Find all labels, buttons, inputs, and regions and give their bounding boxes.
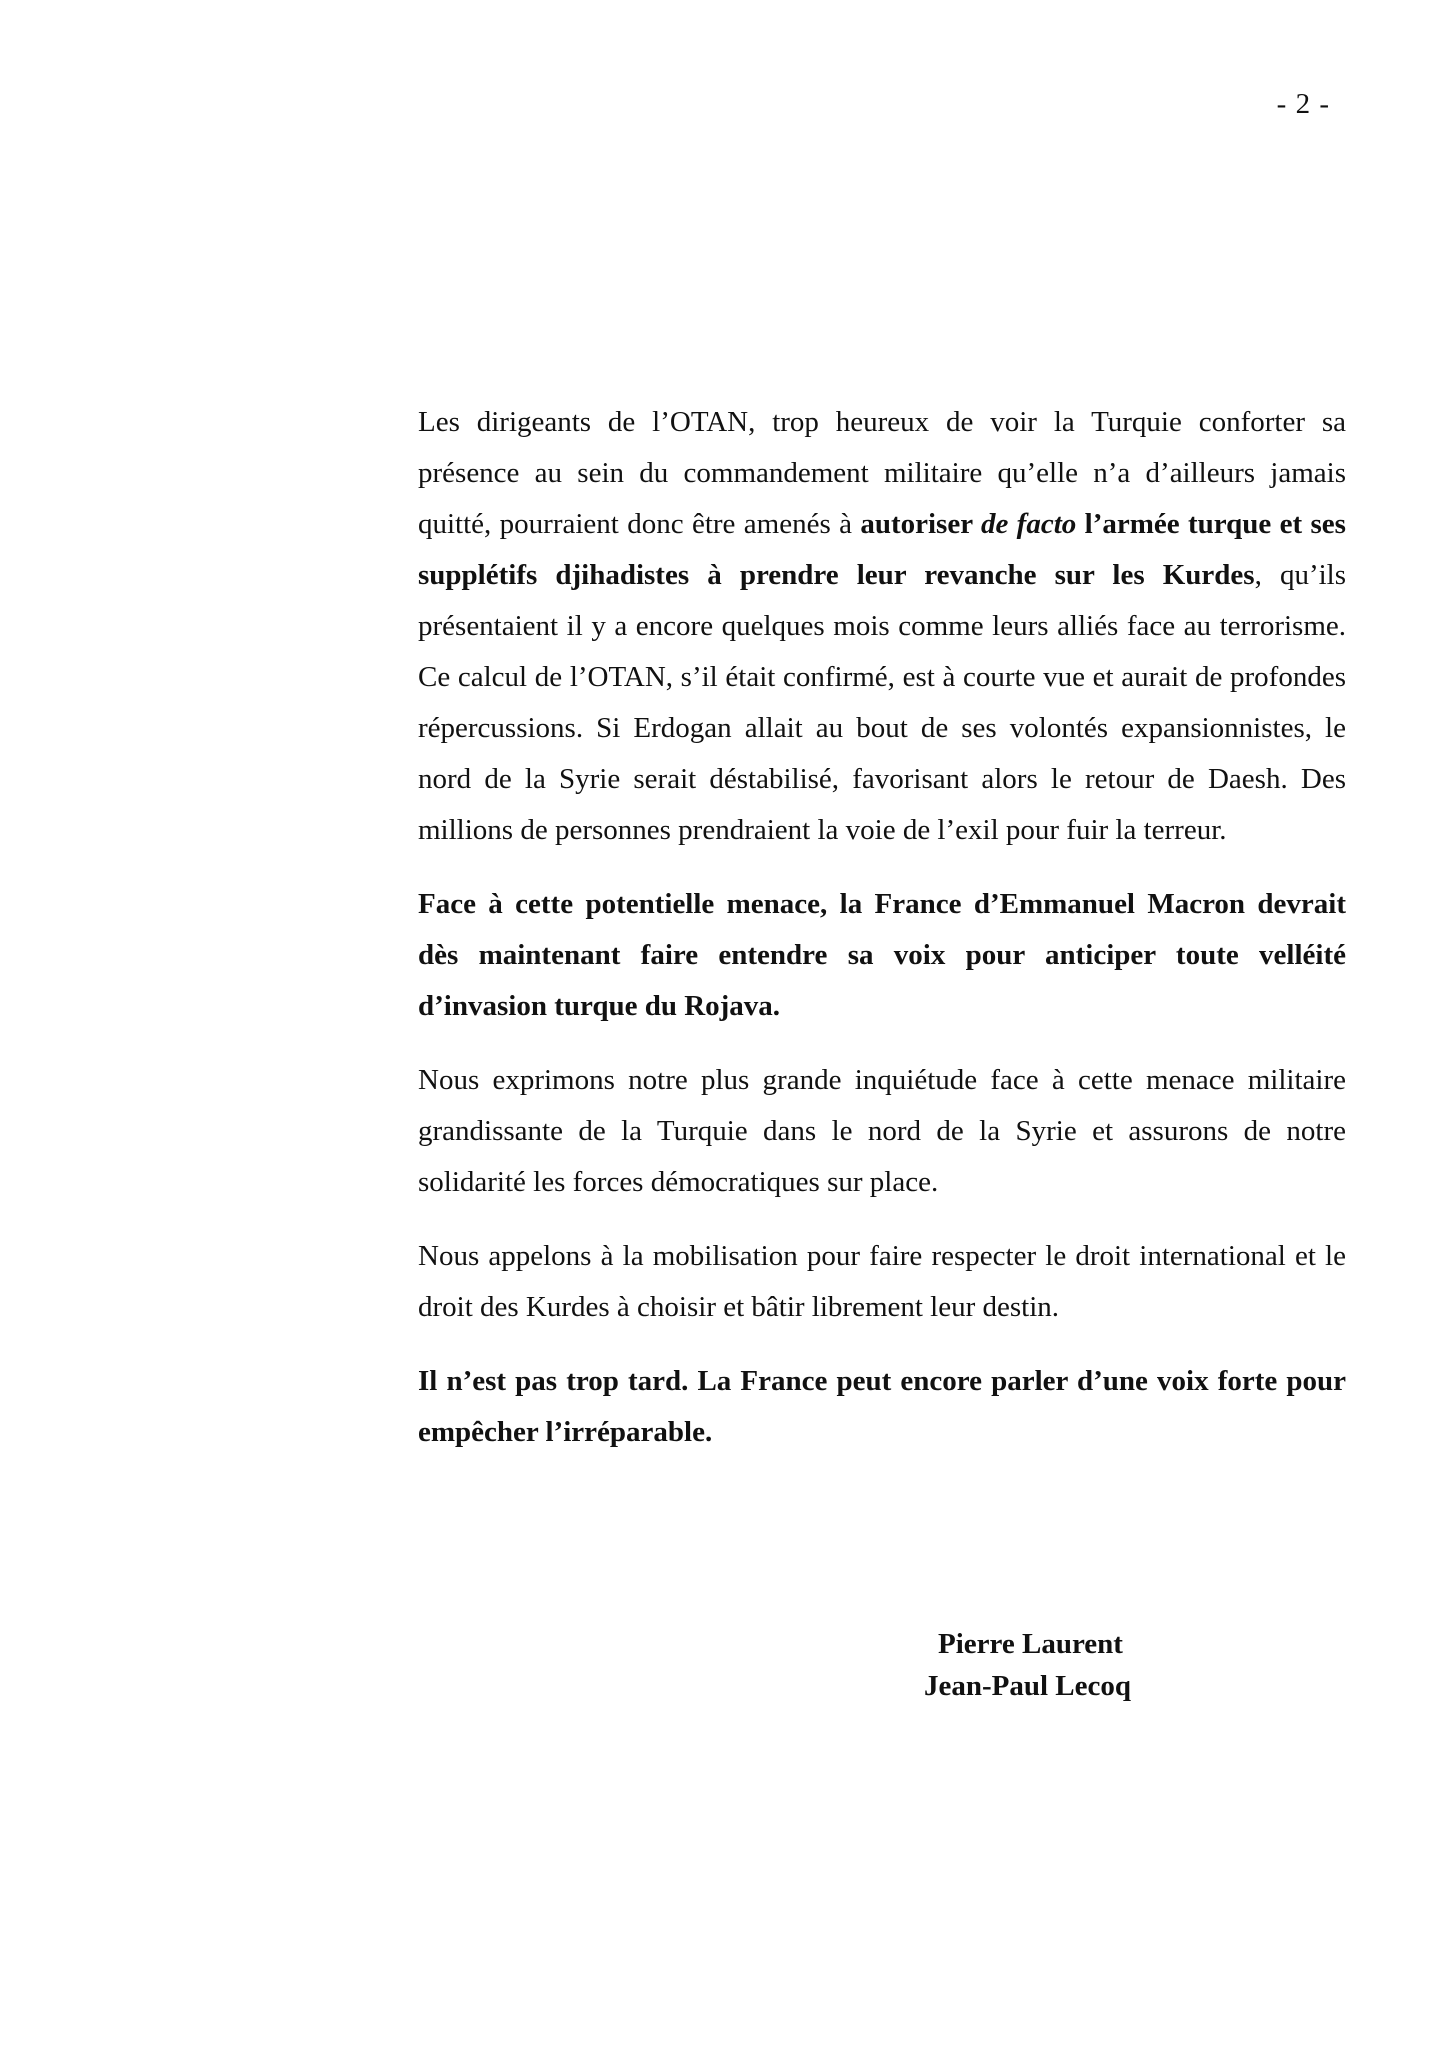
paragraph-text: , qu’ils présentaient il y a encore quelques mois comme leurs alliés face au terrorisme. Ce calcul de l’OTAN, s’il était confirmé, est à courte vue et aurait de profondes répercussions. Si Erdogan allait au bout de ses volontés expansionnistes, le nord de la Syrie serait déstabilisé, favorisant alors le retour de Daesh. Des millions de personnes prendraient la voie de l’exil pour fuir la terreur. — [418, 559, 1347, 846]
bold-italic-phrase: de facto — [980, 508, 1077, 540]
page-number: - 2 - — [1276, 88, 1330, 120]
signatory-name: Jean-Paul Lecoq — [924, 1670, 1132, 1702]
paragraph-france-appeal — [418, 879, 1346, 1032]
paragraph-concern: Nous exprimons notre plus grande inquiétude face à cette menace militaire grandissante de la Turquie dans le nord de la Syrie et assurons de notre solidarité les forces démocratiques sur place. — [418, 1064, 1346, 1198]
bold-paragraph-text: Face à cette potentielle menace, la France d’Emmanuel Macron devrait dès maintenant faire entendre sa voix pour anticiper toute velléité d’invasion turque du Rojava. — [418, 888, 1346, 1022]
bold-paragraph-text: Il n’est pas trop tard. La France peut encore parler d’une voix forte pour empêcher l’irréparable. — [418, 1365, 1346, 1448]
paragraph-text: Les dirigeants de l’OTAN, trop heureux de voir la Turquie conforter sa présence au sein du commandement militaire qu’elle n’a d’ailleurs jamais quitté, pourraient donc être amenés à — [418, 406, 1346, 540]
paragraph-otan — [418, 397, 1346, 856]
paragraph-conclusion — [418, 1356, 1346, 1458]
bold-phrase: autoriser — [860, 508, 981, 540]
bold-phrase: l’armée turque et ses supplétifs djihadistes à prendre leur revanche sur les Kurdes — [418, 508, 1346, 591]
signatory-name: Pierre Laurent — [938, 1628, 1123, 1660]
letter-body — [418, 397, 1346, 1481]
paragraph-mobilisation: Nous appelons à la mobilisation pour faire respecter le droit international et le droit des Kurdes à choisir et bâtir librement leur destin. — [418, 1240, 1346, 1323]
